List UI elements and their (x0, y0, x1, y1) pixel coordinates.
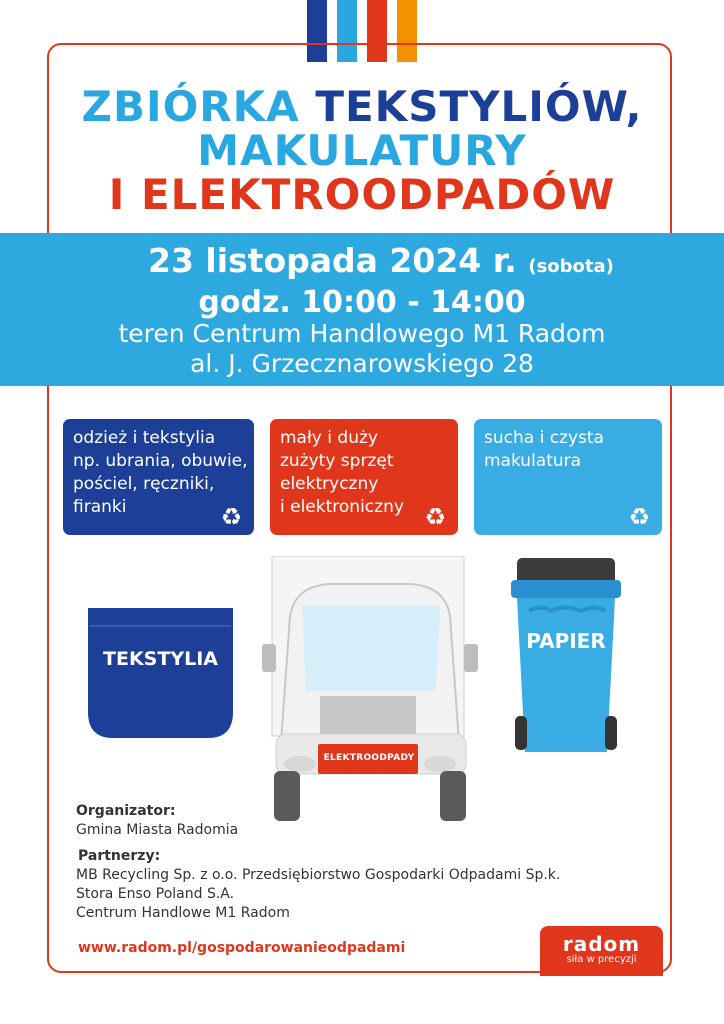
bag-label: TEKSTYLIA (103, 648, 218, 670)
recycle-icon: ♻ (220, 503, 242, 531)
organizer-name: Gmina Miasta Radomia (76, 822, 239, 838)
card-textiles-line: np. ubrania, obuwie, (73, 451, 248, 471)
event-location-address: al. J. Grzecznarowskiego 28 (190, 349, 534, 378)
paper-bin-illustration (511, 556, 621, 760)
footer-url-link[interactable]: www.radom.pl/gospodarowanieodpadami (78, 940, 406, 956)
event-info-band (0, 233, 724, 386)
recycle-icon: ♻ (424, 503, 446, 531)
card-paper (474, 419, 662, 535)
title-line-1 (0, 82, 724, 131)
delivery-van-illustration (260, 556, 480, 822)
card-electronics-line: mały i duży (280, 428, 378, 448)
title-line-2: MAKULATURY (197, 126, 527, 175)
logo-tagline: siła w precyzji (566, 954, 637, 965)
card-textiles (63, 419, 254, 535)
partners-list (76, 866, 560, 923)
van-plate-label: ELEKTROODPADY (323, 753, 415, 763)
recycle-icon: ♻ (628, 503, 650, 531)
event-time: godz. 10:00 - 14:00 (198, 285, 526, 320)
card-electronics-line: elektryczny (280, 474, 379, 494)
card-textiles-line: odzież i tekstylia (73, 428, 216, 448)
card-electronics-line: i elektroniczny (280, 497, 404, 517)
radom-logo (540, 926, 663, 976)
partner-item: Centrum Handlowe M1 Radom (76, 905, 290, 921)
event-date (148, 241, 614, 280)
card-paper-line: makulatura (484, 451, 582, 471)
partner-item: Stora Enso Poland S.A. (76, 886, 235, 902)
card-paper-line: sucha i czysta (484, 428, 604, 448)
card-electronics-line: zużyty sprzęt (280, 451, 394, 471)
partner-item: MB Recycling Sp. z o.o. Przedsiębiorstwo Gospodarki Odpadami Sp.k. (76, 867, 561, 883)
logo-name: radom (562, 932, 641, 956)
title-line-3: I ELEKTROODPADÓW (108, 170, 616, 219)
event-location-venue: teren Centrum Handlowego M1 Radom (118, 319, 606, 348)
card-electronics (270, 419, 458, 535)
organizer-heading: Organizator: (76, 803, 176, 819)
card-textiles-line: pościel, ręczniki, (73, 474, 215, 494)
partners-heading: Partnerzy: (78, 848, 161, 864)
event-weekday: (sobota) (528, 256, 614, 277)
title-word-tekstyliow: TEKSTYLIÓW, (315, 82, 643, 131)
event-date-text: 23 listopada 2024 r. (148, 241, 517, 280)
textile-bag-illustration (88, 608, 233, 738)
title-word-zbiorka: ZBIÓRKA (81, 82, 300, 131)
bin-label: PAPIER (526, 629, 606, 653)
card-textiles-line: firanki (73, 497, 127, 517)
